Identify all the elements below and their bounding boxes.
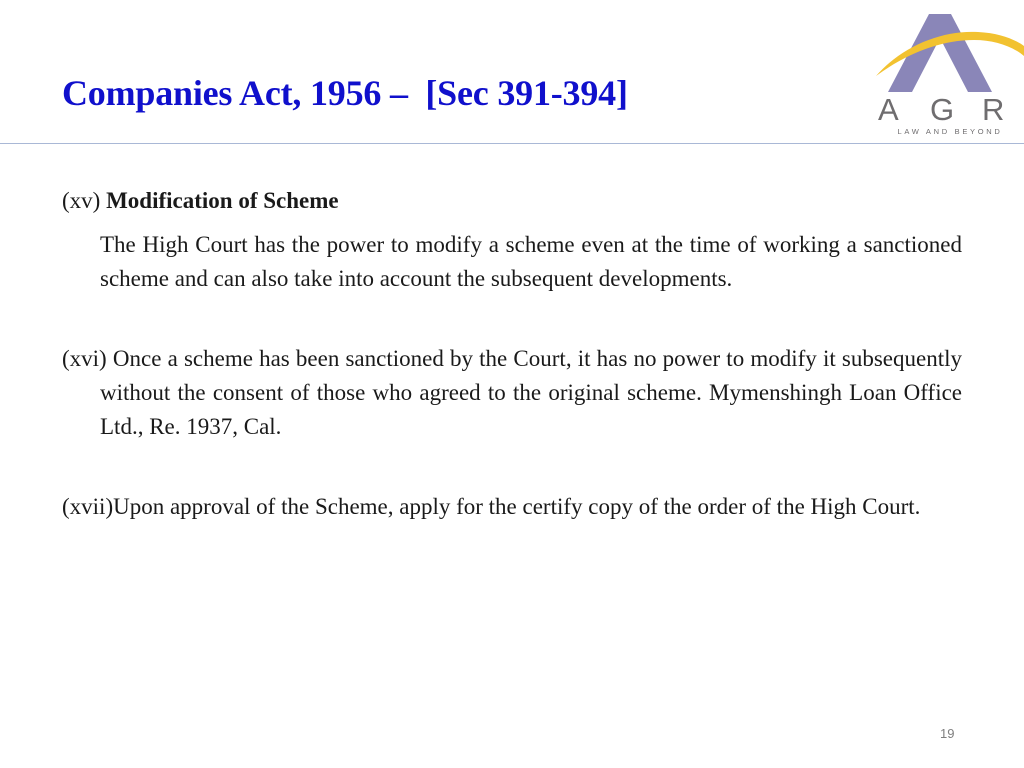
list-item-xvii bbox=[62, 490, 962, 524]
item-marker: (xvi) bbox=[62, 346, 107, 371]
item-text: Upon approval of the Scheme, apply for the certify copy of the order of the High Court. bbox=[113, 494, 921, 519]
item-heading: Modification of Scheme bbox=[106, 188, 339, 213]
title-divider bbox=[0, 143, 1024, 144]
item-text: The High Court has the power to modify a scheme even at the time of working a sanctioned scheme and can also take into account the subsequent developments. bbox=[100, 232, 962, 291]
item-text: Once a scheme has been sanctioned by the Court, it has no power to modify it subsequently without the consent of those who agreed to the original scheme. Mymenshingh Loan Office Ltd., Re. 1937, Cal. bbox=[100, 346, 963, 439]
logo-letter-r: R bbox=[982, 92, 1005, 127]
logo-triangle-icon bbox=[872, 0, 1024, 100]
slide-title: Companies Act, 1956 – [Sec 391-394] bbox=[62, 73, 628, 113]
list-item-xv bbox=[62, 184, 962, 296]
list-item-xvi bbox=[62, 342, 962, 444]
item-heading-line bbox=[62, 184, 962, 218]
item-marker: (xv) bbox=[62, 188, 101, 213]
agr-logo bbox=[872, 0, 1024, 142]
logo-tagline: LAW AND BEYOND bbox=[897, 127, 1003, 136]
logo-letter-a: A bbox=[878, 92, 899, 127]
page-number: 19 bbox=[940, 726, 955, 741]
slide-content bbox=[62, 184, 962, 524]
logo-letter-g: G bbox=[930, 92, 955, 127]
item-marker: (xvii) bbox=[62, 494, 114, 519]
